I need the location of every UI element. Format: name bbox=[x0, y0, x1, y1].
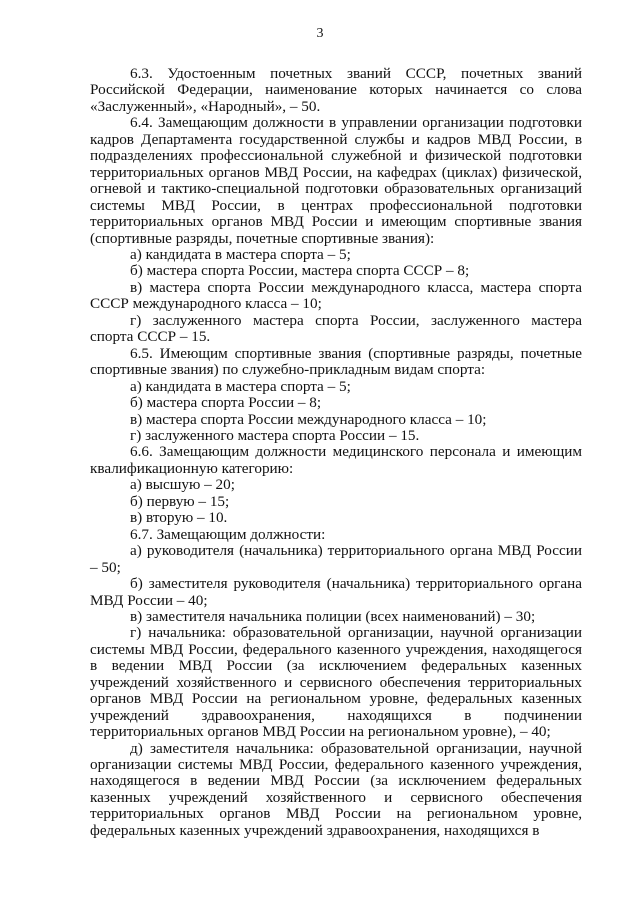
list-item: д) заместителя начальника: образовательной организации, научной организации системы МВД России, федерального казенного учреждения, находящегося в ведении МВД России (за исключением федеральных казенных учреждений хозяйственного и сервисного обеспечения территориальных органов МВД России на региональном уровне, федеральных казенных учреждений здравоохранения, находящихся в bbox=[90, 739, 582, 839]
paragraph-6-6: 6.6. Замещающим должности медицинского персонала и имеющим квалификационную категорию: bbox=[90, 443, 582, 477]
paragraph-6-4: 6.4. Замещающим должности в управлении организации подготовки кадров Департамента государственной службы и кадров МВД России, в подразделениях профессиональной служебной и физической подготовки территориальных органов МВД России, на кафедрах (циклах) физической, огневой и тактико-специальной подготовки образовательных организаций системы МВД России, в центрах профессиональной подготовки территориальных органов МВД России и имеющим спортивные звания (спортивные разряды, почетные спортивные звания): bbox=[90, 114, 582, 247]
list-item: а) кандидата в мастера спорта – 5; bbox=[130, 245, 351, 263]
list-item: в) заместителя начальника полиции (всех наименований) – 30; bbox=[130, 607, 536, 625]
list-item: г) начальника: образовательной организации, научной организации системы МВД России, федерального казенного учреждения, находящегося в ведении МВД России (за исключением федеральных казенных учреждений хозяйственного и сервисного обеспечения территориальных органов МВД России на региональном уровне, федеральных казенных учреждений здравоохранения, находящихся в подчинении территориальных органов МВД России на региональном уровне), – 40; bbox=[90, 624, 582, 741]
paragraph-6-7: 6.7. Замещающим должности: bbox=[130, 525, 326, 543]
page-number: 3 bbox=[316, 26, 324, 41]
list-item: в) вторую – 10. bbox=[130, 509, 228, 527]
paragraph-6-5: 6.5. Имеющим спортивные звания (спортивные разряды, почетные спортивные звания) по служебно-прикладным видам спорта: bbox=[90, 344, 582, 379]
list-item: а) высшую – 20; bbox=[130, 476, 235, 494]
list-item: б) первую – 15; bbox=[130, 492, 230, 510]
list-item: а) руководителя (начальника) территориального органа МВД России – 50; bbox=[90, 542, 582, 576]
list-item: б) заместителя руководителя (начальника) территориального органа МВД России – 40; bbox=[90, 575, 582, 609]
list-item: а) кандидата в мастера спорта – 5; bbox=[130, 377, 351, 395]
document-body bbox=[90, 66, 582, 839]
list-item: б) мастера спорта России, мастера спорта СССР – 8; bbox=[130, 262, 470, 280]
list-item: б) мастера спорта России – 8; bbox=[130, 394, 322, 412]
list-item: г) заслуженного мастера спорта России – 15. bbox=[130, 426, 420, 444]
list-item: г) заслуженного мастера спорта России, заслуженного мастера спорта СССР – 15. bbox=[90, 311, 582, 346]
paragraph-6-3: 6.3. Удостоенным почетных званий СССР, почетных званий Российской Федерации, наименование которых начинается со слова «Заслуженный», «Народный», – 50. bbox=[90, 65, 582, 115]
list-item: в) мастера спорта России международного класса, мастера спорта СССР международного класса – 10; bbox=[90, 278, 582, 313]
list-item: в) мастера спорта России международного класса – 10; bbox=[130, 410, 487, 428]
